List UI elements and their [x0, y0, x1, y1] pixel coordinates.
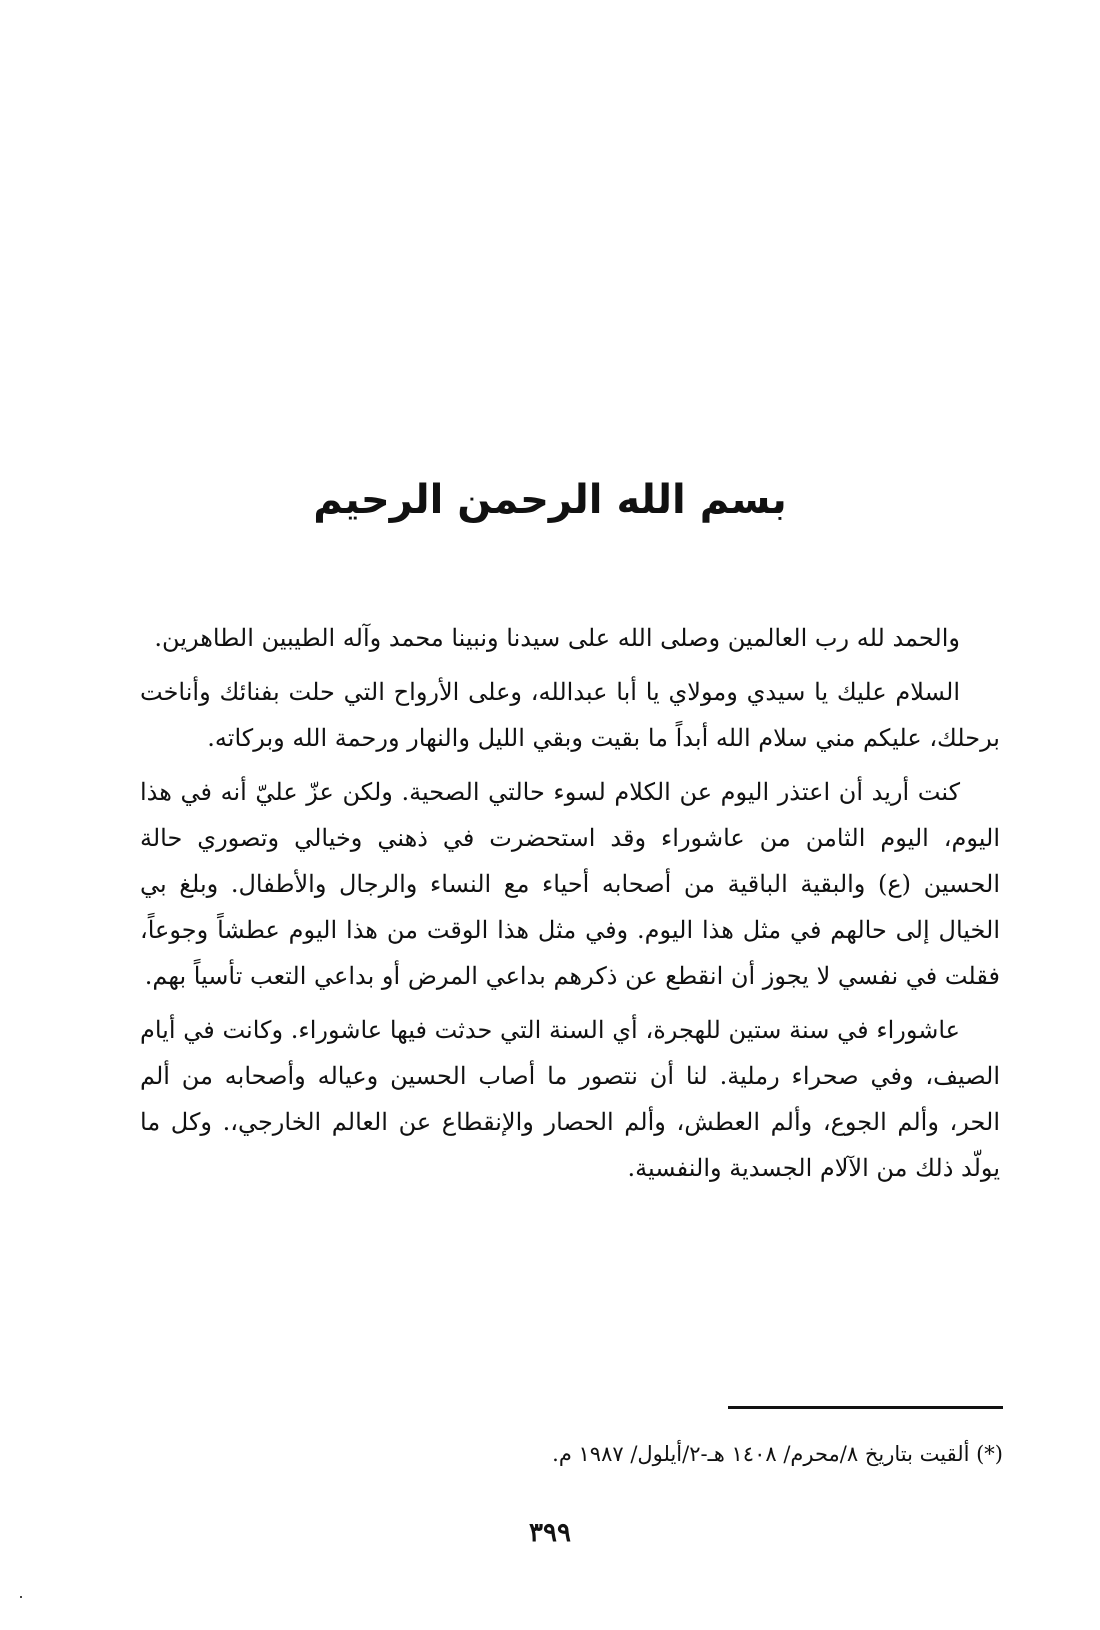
page-title: بسم الله الرحمن الرحيم: [313, 477, 787, 523]
page-number: ٣٩٩: [529, 1518, 571, 1548]
paragraph-3: كنت أريد أن اعتذر اليوم عن الكلام لسوء حالتي الصحية. ولكن عزّ عليّ أنه في هذا اليوم، اليوم الثامن من عاشوراء وقد استحضرت في ذهني وخيالي وتصوري حالة الحسين (ع) والبقية الباقية من أصحابه أحياء مع النساء والرجال والأطفال. وبلغ بي الخيال إلى حالهم في مثل هذا اليوم. وفي مثل هذا الوقت من هذا اليوم عطشاً وجوعاً، فقلت في نفسي لا يجوز أن انقطع عن ذكرهم بداعي المرض أو بداعي التعب تأسياً بهم.: [140, 778, 1000, 990]
footnote-divider: [728, 1406, 1003, 1409]
paragraph-4: عاشوراء في سنة ستين للهجرة، أي السنة التي حدثت فيها عاشوراء. وكانت في أيام الصيف، وفي صحراء رملية. لنا أن نتصور ما أصاب الحسين وعياله وأصحابه من ألم الحر، وألم الجوع، وألم العطش، وألم الحصار والإنقطاع عن العالم الخارجي،. وكل ما يولّد ذلك من الآلام الجسدية والنفسية.: [140, 1016, 1000, 1182]
body-text: [140, 615, 1000, 1199]
footnote: (*) ألقيت بتاريخ ٨/محرم/ ١٤٠٨ هـ-٢/أيلول/ ١٩٨٧ م.: [552, 1442, 1003, 1466]
paragraph-2: السلام عليك يا سيدي ومولاي يا أبا عبدالله، وعلى الأرواح التي حلت بفنائك وأناخت برحلك، عليكم مني سلام الله أبداً ما بقيت وبقي الليل والنهار ورحمة الله وبركاته.: [140, 678, 1000, 752]
paragraph-1: والحمد لله رب العالمين وصلى الله على سيدنا ونبينا محمد وآله الطيبين الطاهرين.: [154, 624, 960, 652]
scan-speck: [20, 1596, 22, 1598]
